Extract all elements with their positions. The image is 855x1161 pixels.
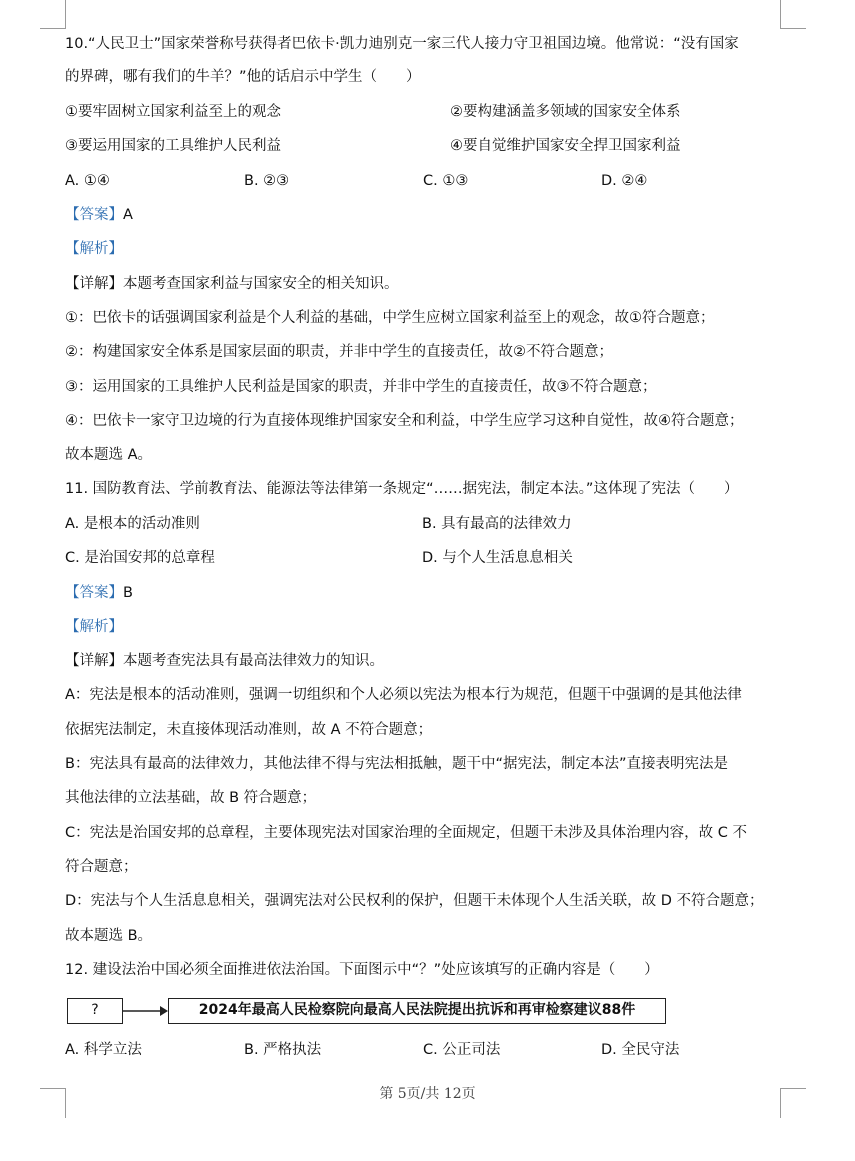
q11-explanation-a-1: A：宪法是根本的活动准则，强调一切组织和个人必须以宪法为根本行为规范，但题干中强调的是其他法律 [65,687,742,703]
q11-explanation-c-1: C：宪法是治国安邦的总章程，主要体现宪法对国家治理的全面规定，但题干未涉及具体治理内容，故 C 不 [65,825,747,841]
q10-stem-line2: 的界碑，哪有我们的牛羊？”他的话启示中学生（ ） [65,69,421,85]
crop-mark-top-right-v [780,0,781,28]
answer-tag: 【答案】 [65,207,123,223]
q10-conclusion: 故本题选 A。 [65,447,153,463]
crop-mark-top-left-h [40,28,66,29]
q11-option-a: A. 是根本的活动准则 [65,516,200,532]
answer-tag: 【答案】 [65,585,123,601]
q11-explanation-c-2: 符合题意； [65,859,138,875]
q11-analysis-tag: 【解析】 [65,619,123,635]
q10-statement-4: ④要自觉维护国家安全捍卫国家利益 [450,138,681,154]
detail-tag: 【详解】 [65,276,123,292]
q11-answer [65,583,133,603]
q12-option-c: C. 公正司法 [423,1042,501,1058]
q10-option-c: C. ①③ [423,173,469,189]
q10-option-a: A. ①④ [65,173,110,189]
q10-answer [65,205,133,225]
q10-statement-1: ①要牢固树立国家利益至上的观念 [65,104,281,120]
q11-conclusion: 故本题选 B。 [65,928,153,944]
q10-option-b: B. ②③ [244,173,290,189]
q10-explanation-3: ③：运用国家的工具维护人民利益是国家的职责，并非中学生的直接责任，故③不符合题意； [65,379,657,395]
answer-value: A [123,207,133,223]
q10-explanation-1: ①：巴依卡的话强调国家利益是个人利益的基础，中学生应树立国家利益至上的观念，故①符合题意； [65,310,715,326]
page-footer: 第 5页/共 12页 [379,1086,476,1102]
q12-option-a: A. 科学立法 [65,1042,142,1058]
q11-option-b: B. 具有最高的法律效力 [422,516,572,532]
q11-explanation-b-1: B：宪法具有最高的法律效力，其他法律不得与宪法相抵触，题干中“据宪法，制定本法”直接表明宪法是 [65,756,728,772]
q10-detail [65,274,399,294]
q11-option-d: D. 与个人生活息息相关 [422,550,573,566]
q11-option-c: C. 是治国安邦的总章程 [65,550,215,566]
q11-detail [65,651,384,671]
detail-text: 本题考查国家利益与国家安全的相关知识。 [123,276,399,292]
q12-diagram-question-box [67,998,123,1024]
q10-explanation-2: ②：构建国家安全体系是国家层面的职责，并非中学生的直接责任，故②不符合题意； [65,344,613,360]
q11-explanation-d-1: D：宪法与个人生活息息相关，强调宪法对公民权利的保护，但题干未体现个人生活关联，故 D 不符合题意； [65,893,764,909]
q10-statement-2: ②要构建涵盖多领域的国家安全体系 [450,104,681,120]
detail-text: 本题考查宪法具有最高法律效力的知识。 [123,653,384,669]
q10-explanation-4: ④：巴依卡一家守卫边境的行为直接体现维护国家安全和利益，中学生应学习这种自觉性，故④符合题意； [65,413,744,429]
q11-explanation-b-2: 其他法律的立法基础，故 B 符合题意； [65,790,317,806]
q12-diagram-fact-text: 2024年最高人民检察院向最高人民法院提出抗诉和再审检察建议88件 [198,1002,636,1018]
detail-tag: 【详解】 [65,653,123,669]
q10-statement-3: ③要运用国家的工具维护人民利益 [65,138,281,154]
q12-stem: 12. 建设法治中国必须全面推进依法治国。下面图示中“？”处应该填写的正确内容是（ ） [65,962,659,978]
q12-diagram-fact-box [168,998,666,1024]
q12-diagram-question-mark: ? [91,1002,99,1018]
crop-mark-top-right-h [780,28,806,29]
q10-option-d: D. ②④ [601,173,648,189]
q12-diagram-arrow [122,1004,168,1018]
answer-value: B [123,585,133,601]
q10-analysis-tag: 【解析】 [65,241,123,257]
crop-mark-top-left-v [65,0,66,28]
q11-explanation-a-2: 依据宪法制定，未直接体现活动准则，故 A 不符合题意； [65,722,433,738]
q12-option-b: B. 严格执法 [244,1042,322,1058]
q11-stem: 11. 国防教育法、学前教育法、能源法等法律第一条规定“……据宪法，制定本法。”这体现了宪法（ ） [65,481,739,497]
q12-option-d: D. 全民守法 [601,1042,680,1058]
q10-stem-line1: 10.“人民卫士”国家荣誉称号获得者巴依卡·凯力迪别克一家三代人接力守卫祖国边境。他常说：“没有国家 [65,36,739,52]
